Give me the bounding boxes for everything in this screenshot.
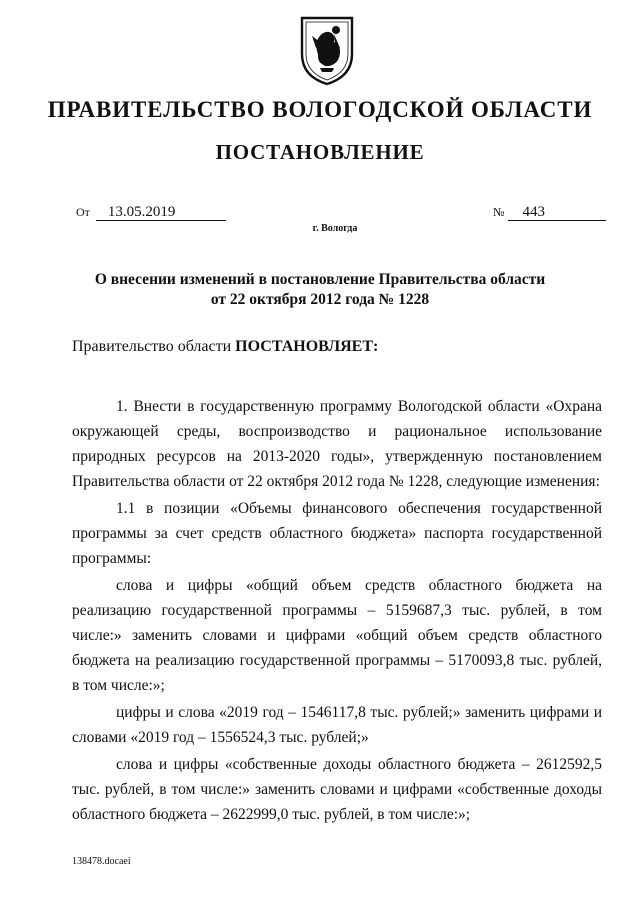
number-prefix: № xyxy=(493,205,505,219)
organization-title: ПРАВИТЕЛЬСТВО ВОЛОГОДСКОЙ ОБЛАСТИ xyxy=(47,97,593,122)
date-field xyxy=(76,204,226,221)
subject-line-1: О внесении изменений в постановление Правительства области xyxy=(94,271,546,288)
file-reference: 138478.docaei xyxy=(72,856,131,867)
number-value: 443 xyxy=(508,204,606,221)
paragraph: 1. Внести в государственную программу Вологодской области «Охрана окружающей среды, воспроизводство и рациональное использование природных ресурсов на 2013-2020 годы», утвержденную постановлением Правительства области от 22 октября 2012 года № 1228, следующие изменения: xyxy=(72,398,602,490)
paragraph: 1.1 в позиции «Объемы финансового обеспечения государственной программы за счет средств областного бюджета» паспорта государственной программы: xyxy=(72,500,602,567)
city-label: г. Вологда xyxy=(312,223,358,234)
paragraph: слова и цифры «собственные доходы областного бюджета – 2612592,5 тыс. рублей, в том числе:» заменить словами и цифрами «собственные доходы областного бюджета – 2622999,0 тыс. рублей, в том числе:»; xyxy=(72,756,602,823)
paragraph: цифры и слова «2019 год – 1546117,8 тыс. рублей;» заменить цифрами и словами «2019 год – 1556524,3 тыс. рублей;» xyxy=(72,704,602,746)
coat-of-arms-icon xyxy=(296,14,358,86)
number-field xyxy=(493,204,606,221)
subject-line-2: от 22 октября 2012 года № 1228 xyxy=(210,291,430,308)
document-subject xyxy=(60,270,580,310)
paragraph: слова и цифры «общий объем средств областного бюджета на реализацию государственной программы – 5159687,3 тыс. рублей, в том числе:» заменить словами и цифрами «общий объем средств областного бюджета на реализацию государственной программы – 5170093,8 тыс. рублей, в том числе:»; xyxy=(72,577,602,694)
decree-lead: Правительство области xyxy=(72,338,232,355)
date-prefix: От xyxy=(76,205,90,219)
date-value: 13.05.2019 xyxy=(96,204,226,221)
document-type: ПОСТАНОВЛЕНИЕ xyxy=(215,140,425,164)
decree-statement xyxy=(72,338,378,356)
decree-keyword: ПОСТАНОВЛЯЕТ: xyxy=(235,338,379,355)
document-body xyxy=(72,394,602,829)
